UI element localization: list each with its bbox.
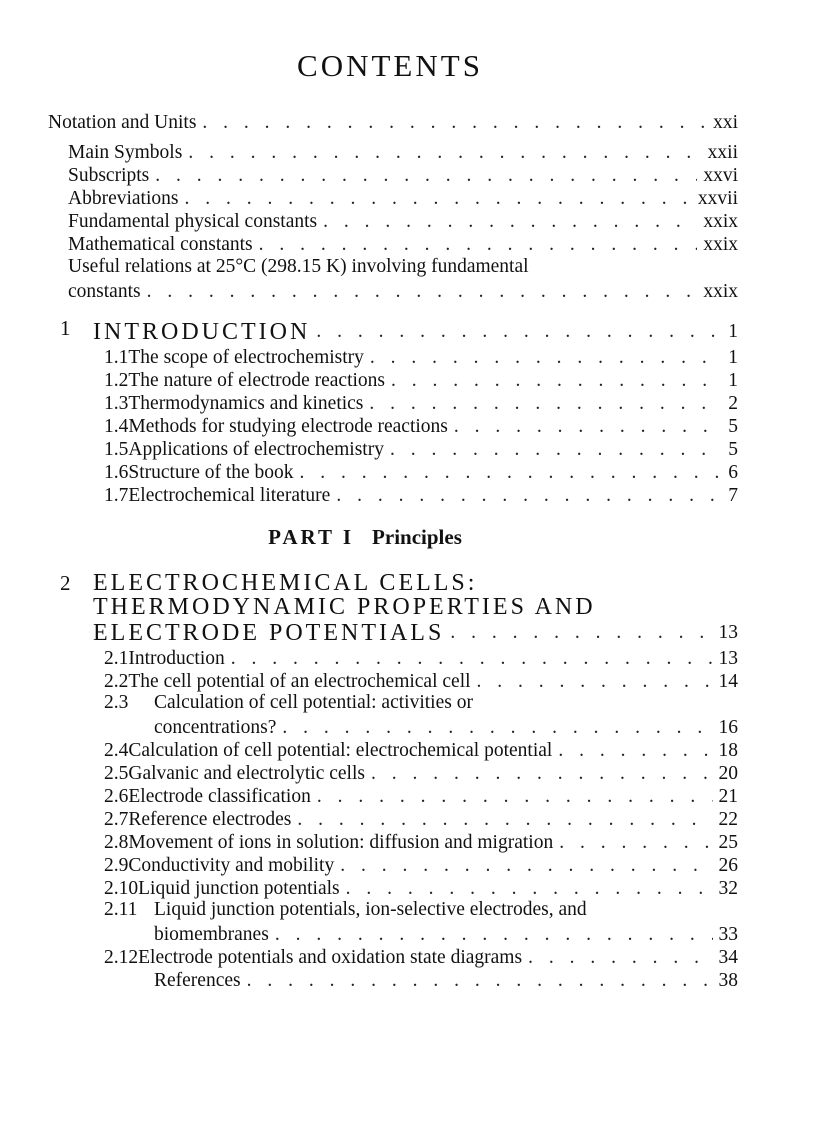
section-label: Conductivity and mobility: [128, 855, 335, 876]
toc-entry-references[interactable]: [154, 968, 738, 992]
dot-leader: [454, 416, 722, 438]
toc-entry-page: 6: [728, 462, 738, 483]
part-name: Principles: [372, 525, 462, 549]
section-label: Electrode classification: [128, 786, 311, 807]
toc-entry-abbreviations[interactable]: [68, 186, 738, 210]
dot-leader: [477, 671, 713, 693]
section-label: Calculation of cell potential: electrochemical potential: [128, 740, 553, 761]
toc-entry-label: Notation and Units: [48, 112, 197, 133]
toc-entry-page: xxvii: [697, 188, 738, 209]
toc-entry-label: constants: [68, 281, 141, 302]
toc-entry-label: Abbreviations: [68, 188, 179, 209]
toc-entry-subscripts[interactable]: [68, 163, 738, 187]
dot-leader: [202, 112, 707, 134]
toc-entry-page: 7: [728, 485, 738, 506]
toc-section-2-12[interactable]: [104, 945, 738, 969]
toc-entry-page: xxix: [703, 281, 738, 302]
section-label: Movement of ions in solution: diffusion and migration: [128, 832, 554, 853]
chapter-title-line2[interactable]: THERMODYNAMIC PROPERTIES AND: [93, 594, 596, 620]
toc-entry-page: 2: [728, 393, 738, 414]
toc-entry-useful-relations-line1[interactable]: Useful relations at 25°C (298.15 K) involving fundamental: [68, 256, 529, 277]
toc-section-2-4[interactable]: [104, 738, 738, 762]
toc-entry-page: 20: [718, 763, 738, 784]
toc-section-2-11[interactable]: [154, 922, 738, 946]
chapter-title-line1[interactable]: ELECTROCHEMICAL CELLS:: [93, 570, 478, 596]
toc-entry-notation[interactable]: [48, 110, 738, 134]
toc-entry-page: 13: [718, 622, 738, 643]
chapter-number: 2: [60, 571, 71, 595]
toc-entry-page: xxii: [707, 142, 738, 163]
toc-entry-page: 5: [728, 416, 738, 437]
toc-section-2-7[interactable]: [104, 807, 738, 831]
dot-leader: [371, 763, 713, 785]
dot-leader: [559, 832, 712, 854]
dot-leader: [391, 370, 722, 392]
toc-section-1-5[interactable]: [104, 437, 738, 461]
dot-leader: [370, 347, 722, 369]
toc-entry-page: 38: [718, 970, 738, 991]
toc-section-1-4[interactable]: [104, 414, 738, 438]
toc-entry-math-constants[interactable]: [68, 232, 738, 256]
toc-chapter-electrochemical-cells[interactable]: [93, 616, 738, 644]
dot-leader: [297, 809, 712, 831]
dot-leader: [259, 234, 698, 256]
section-number: 2.8: [104, 832, 129, 853]
toc-section-1-6[interactable]: [104, 460, 738, 484]
dot-leader: [184, 188, 691, 210]
section-number: 2.12: [104, 947, 139, 968]
section-label: The cell potential of an electrochemical cell: [128, 671, 471, 692]
section-label: Galvanic and electrolytic cells: [128, 763, 365, 784]
dot-leader: [282, 717, 712, 739]
toc-entry-page: 34: [718, 947, 738, 968]
dot-leader: [528, 947, 712, 969]
dot-leader: [275, 924, 713, 946]
toc-chapter-introduction[interactable]: [93, 315, 738, 343]
dot-leader: [147, 281, 698, 303]
dot-leader: [188, 142, 701, 164]
section-label: Electrochemical literature: [128, 485, 331, 506]
section-label: Liquid junction potentials, ion-selective electrodes, and: [154, 899, 587, 920]
toc-entry-page: 26: [718, 855, 738, 876]
toc-section-1-3[interactable]: [104, 391, 738, 415]
section-number: 2.5: [104, 763, 129, 784]
toc-section-2-9[interactable]: [104, 853, 738, 877]
toc-entry-label: Mathematical constants: [68, 234, 253, 255]
dot-leader: [340, 855, 712, 877]
toc-section-1-1[interactable]: [104, 345, 738, 369]
part-label: PART I: [268, 525, 355, 549]
section-number: 2.7: [104, 809, 129, 830]
toc-section-2-11-line1[interactable]: [104, 899, 587, 921]
section-number: 2.11: [104, 899, 138, 920]
toc-entry-page: 25: [718, 832, 738, 853]
section-number: 2.6: [104, 786, 129, 807]
dot-leader: [558, 740, 712, 762]
dot-leader: [247, 970, 713, 992]
toc-section-2-2[interactable]: [104, 669, 738, 693]
toc-entry-label: References: [154, 970, 241, 991]
toc-entry-page: xxix: [703, 234, 738, 255]
section-number: 1.3: [104, 393, 129, 414]
dot-leader: [231, 648, 713, 670]
toc-section-2-6[interactable]: [104, 784, 738, 808]
section-number: 2.1: [104, 648, 129, 669]
toc-section-2-8[interactable]: [104, 830, 738, 854]
page-title: CONTENTS: [297, 48, 483, 83]
toc-entry-page: 33: [718, 924, 738, 945]
toc-section-2-3-line1[interactable]: [104, 692, 473, 714]
section-number: 1.6: [104, 462, 129, 483]
toc-entry-label: Main Symbols: [68, 142, 183, 163]
section-label: Introduction: [128, 648, 225, 669]
dot-leader: [323, 211, 697, 233]
section-label: Methods for studying electrode reactions: [128, 416, 448, 437]
dot-leader: [336, 485, 722, 507]
section-number: 2.10: [104, 878, 139, 899]
toc-section-2-5[interactable]: [104, 761, 738, 785]
dot-leader: [390, 439, 722, 461]
dot-leader: [450, 622, 712, 644]
section-label: Electrode potentials and oxidation state diagrams: [138, 947, 523, 968]
toc-entry-page: xxi: [713, 112, 738, 133]
section-number: 1.5: [104, 439, 129, 460]
section-label: Applications of electrochemistry: [128, 439, 384, 460]
toc-entry-label: Subscripts: [68, 165, 150, 186]
toc-entry-useful-relations[interactable]: [68, 279, 738, 303]
toc-entry-physical-constants[interactable]: [68, 209, 738, 233]
section-label: Liquid junction potentials: [138, 878, 340, 899]
section-label: The scope of electrochemistry: [128, 347, 364, 368]
toc-entry-page: xxix: [703, 211, 738, 232]
toc-entry-label: Fundamental physical constants: [68, 211, 318, 232]
section-label: The nature of electrode reactions: [128, 370, 385, 391]
toc-entry-main-symbols[interactable]: [68, 140, 738, 164]
toc-entry-page: 1: [728, 347, 738, 368]
chapter-number: 1: [60, 316, 71, 340]
chapter-title: INTRODUCTION: [93, 319, 311, 345]
dot-leader: [369, 393, 722, 415]
section-label: Thermodynamics and kinetics: [128, 393, 364, 414]
section-label: Calculation of cell potential: activities or: [154, 692, 473, 713]
toc-entry-page: 1: [728, 370, 738, 391]
dot-leader: [346, 878, 713, 900]
toc-section-1-2[interactable]: [104, 368, 738, 392]
toc-entry-page: 32: [718, 878, 738, 899]
section-number: 1.1: [104, 347, 129, 368]
section-number: 1.4: [104, 416, 129, 437]
section-number: 2.3: [104, 692, 129, 713]
toc-entry-page: 18: [718, 740, 738, 761]
section-number: 1.7: [104, 485, 129, 506]
section-label-cont: concentrations?: [154, 717, 277, 738]
section-label: Structure of the book: [128, 462, 294, 483]
toc-entry-page: 21: [718, 786, 738, 807]
toc-entry-page: 5: [728, 439, 738, 460]
section-label: Reference electrodes: [128, 809, 292, 830]
section-number: 1.2: [104, 370, 129, 391]
toc-section-2-10[interactable]: [104, 876, 738, 900]
section-number: 2.4: [104, 740, 129, 761]
toc-entry-page: xxvi: [703, 165, 738, 186]
section-number: 2.9: [104, 855, 129, 876]
part-heading: [0, 525, 730, 550]
dot-leader: [316, 321, 722, 343]
toc-entry-page: 22: [718, 809, 738, 830]
toc-section-2-3[interactable]: [154, 715, 738, 739]
toc-section-2-1[interactable]: [104, 646, 738, 670]
toc-entry-page: 13: [718, 648, 738, 669]
section-number: 2.2: [104, 671, 129, 692]
chapter-title-line3: ELECTRODE POTENTIALS: [93, 620, 445, 646]
dot-leader: [155, 165, 697, 187]
toc-entry-page: 1: [728, 321, 738, 342]
toc-section-1-7[interactable]: [104, 483, 738, 507]
section-label-cont: biomembranes: [154, 924, 269, 945]
toc-entry-page: 14: [718, 671, 738, 692]
toc-entry-page: 16: [718, 717, 738, 738]
dot-leader: [317, 786, 713, 808]
dot-leader: [300, 462, 723, 484]
